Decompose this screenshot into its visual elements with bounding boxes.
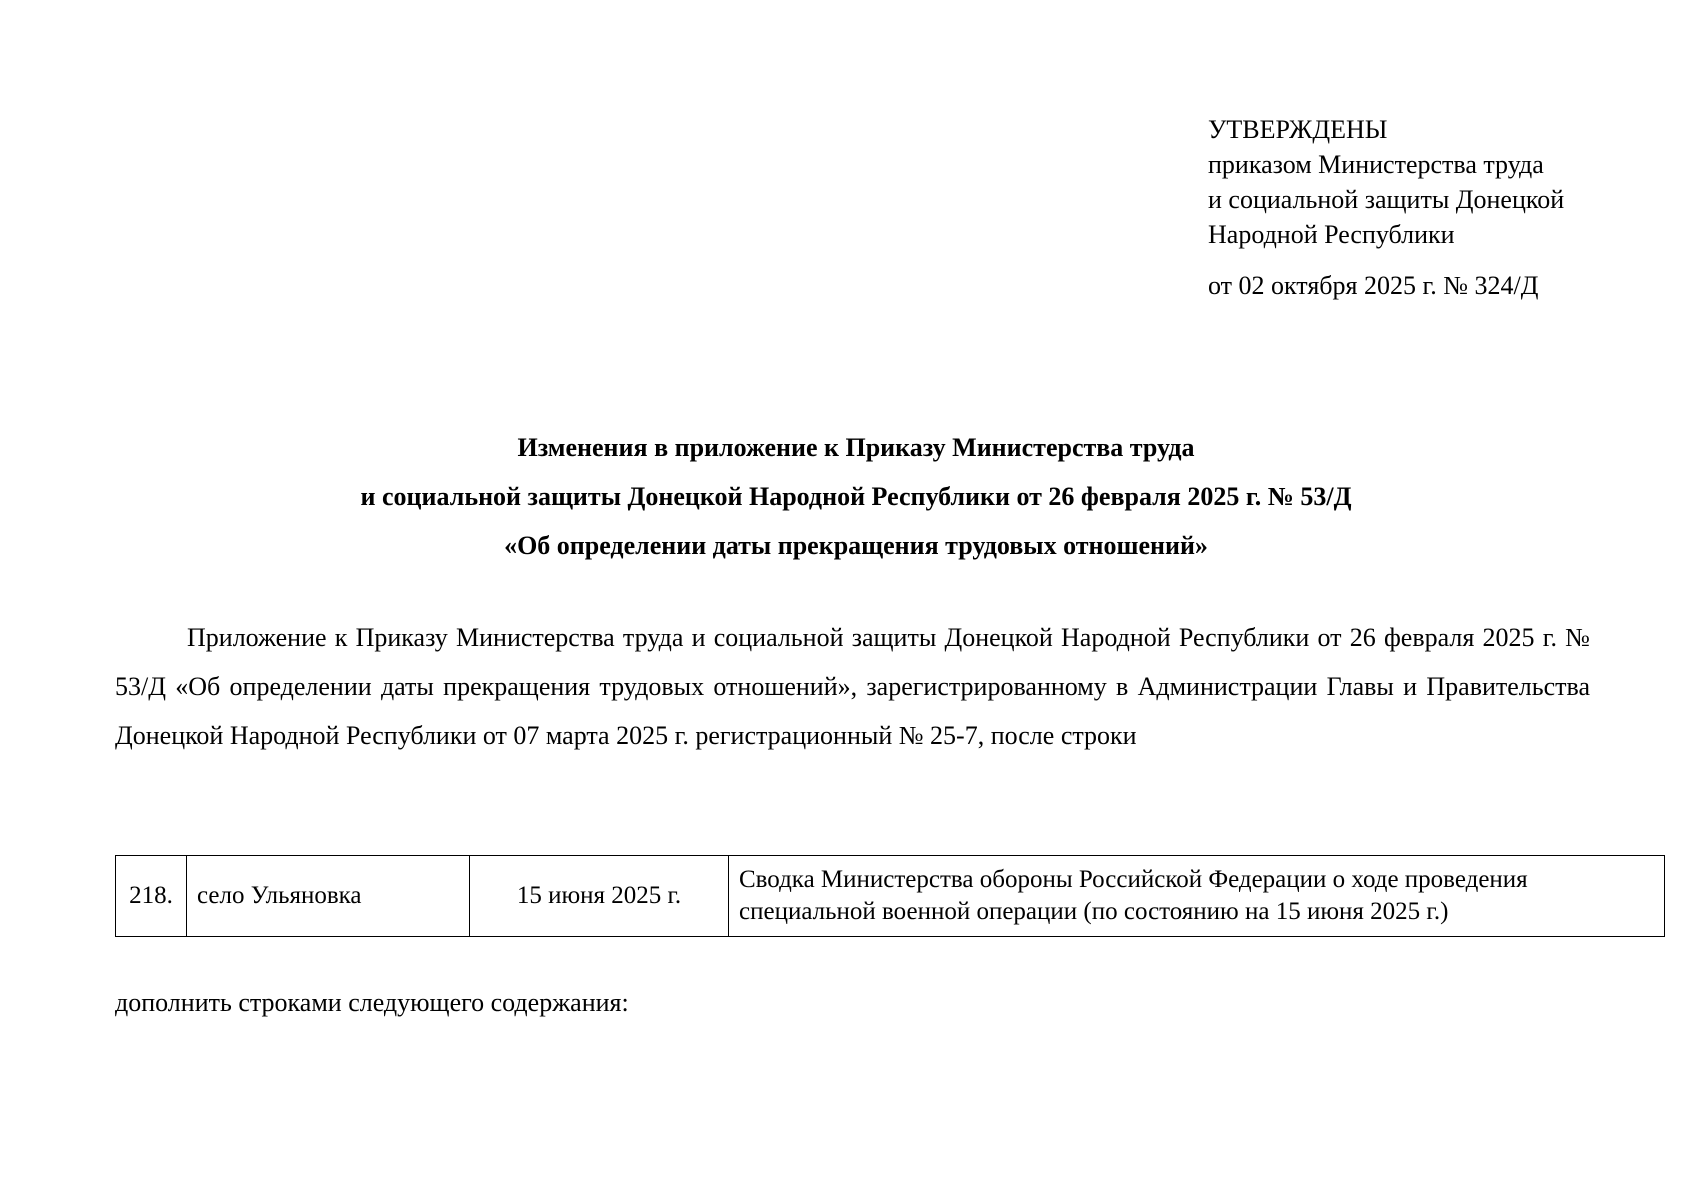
table-row (116, 856, 1665, 937)
title-line-3: «Об определении даты прекращения трудовых отношений» (504, 531, 1208, 560)
document-title (0, 423, 1697, 570)
approval-heading: УТВЕРЖДЕНЫ (1208, 115, 1388, 144)
settlement-table (115, 855, 1665, 937)
title-line-2: и социальной защиты Донецкой Народной Республики от 26 февраля 2025 г. № 53/Д (360, 482, 1352, 511)
closing-text: дополнить строками следующего содержания: (115, 988, 629, 1017)
body-paragraph: Приложение к Приказу Министерства труда и социальной защиты Донецкой Народной Республики от 26 февраля 2025 г. № 53/Д «Об определении даты прекращения трудовых отношений», зарегистрированному в Администрации Главы и Правительства Донецкой Народной Республики от 07 марта 2025 г. регистрационный № 25-7, после строки (115, 623, 1590, 750)
approval-date: от 02 октября 2025 г. № 324/Д (1208, 271, 1539, 300)
title-line-1: Изменения в приложение к Приказу Министерства труда (517, 433, 1195, 462)
approval-line-2: и социальной защиты Донецкой (1208, 185, 1565, 214)
row-number-cell: 218. (116, 856, 187, 937)
source-cell: Сводка Министерства обороны Российской Федерации о ходе проведения специальной военной операции (по состоянию на 15 июня 2025 г.) (729, 856, 1665, 937)
approval-block (1208, 112, 1598, 303)
approval-line-3: Народной Республики (1208, 220, 1455, 249)
approval-line-1: приказом Министерства труда (1208, 150, 1544, 179)
date-cell: 15 июня 2025 г. (470, 856, 729, 937)
settlement-cell: село Ульяновка (187, 856, 470, 937)
